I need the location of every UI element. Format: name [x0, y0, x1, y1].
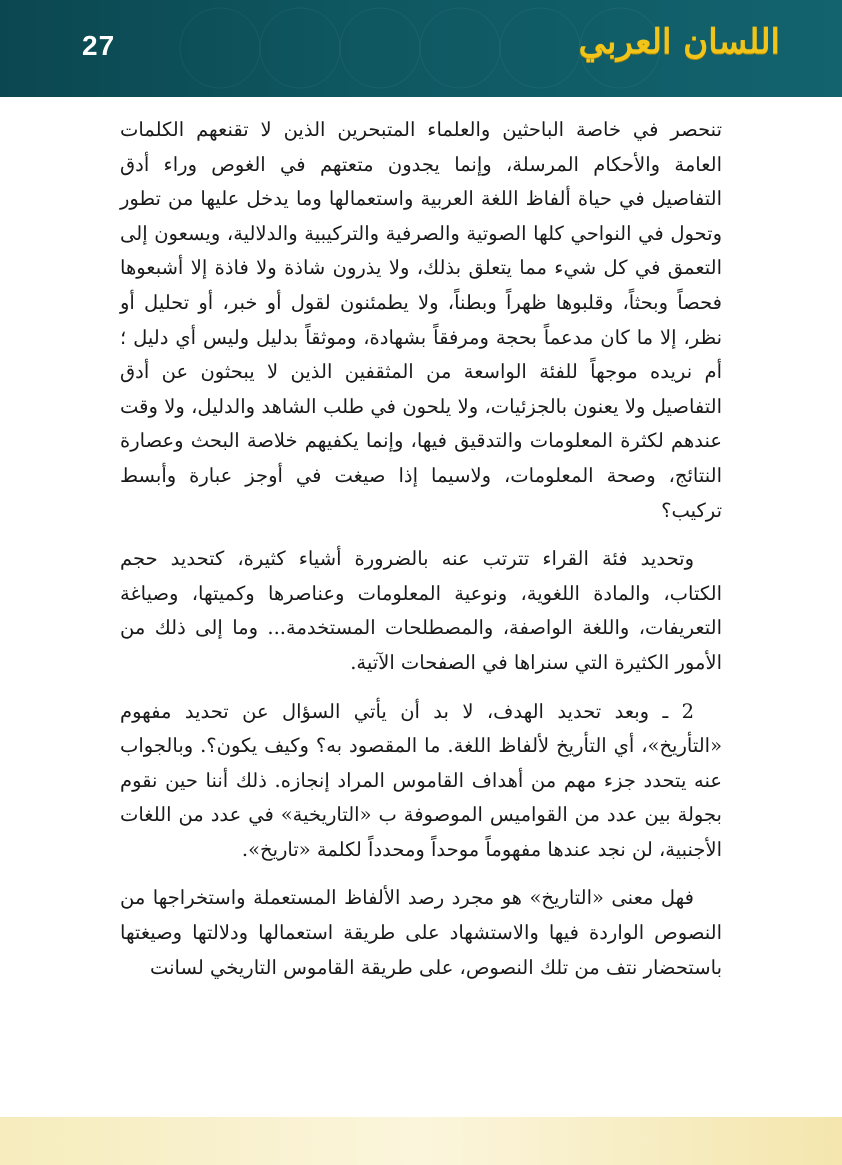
paragraph-1: تنحصر في خاصة الباحثين والعلماء المتبحرين الذين لا تقنعهم الكلمات العامة والأحكام المرسلة، وإنما يجدون متعتهم في الغوص وراء أدق التفاصيل في حياة ألفاظ اللغة العربية واستعمالها وما يدخل عليها من تطور وتحول في النواحي كلها الصوتية والصرفية والتركيبية والدلالية، ويسعون إلى التعمق في كل شيء مما يتعلق بذلك، ولا يذرون شاذة ولا فاذة إلا أشبعوها فحصاً وبحثاً، وقلبوها ظهراً وبطناً، ولا يطمئنون لقول أو خبر، أو تحليل أو نظر، إلا ما كان مدعماً بحجة ومرفقاً بشهادة، وموثقاً بدليل وليس أي دليل ؛ أم نريده موجهاً للفئة الواسعة من المثقفين الذين لا يبحثون عن أدق التفاصيل ولا يعنون بالجزئيات، ولا يلحون في طلب الشاهد والدليل، ولا وقت عندهم لكثرة المعلومات والتدقيق فيها، وإنما يكفيهم خلاصة البحث وعصارة النتائج، وصحة المعلومات، ولاسيما إذا صيغت في أوجز عبارة وأبسط تركيب؟ [120, 118, 722, 522]
page-number: 27 [82, 30, 116, 61]
page-header [0, 0, 842, 97]
article-body [120, 113, 722, 999]
page-footer-band [0, 1117, 842, 1165]
paragraph-2: وتحديد فئة القراء تترتب عنه بالضرورة أشياء كثيرة، كتحديد حجم الكتاب، والمادة اللغوية، ونوعية المعلومات وعناصرها وكميتها، وصياغة التعريفات، واللغة الواصفة، والمصطلحات المستخدمة... وما إلى ذلك من الأمور الكثيرة التي سنراها في الصفحات الآتية. [120, 547, 722, 674]
paragraph-3: 2 ـ وبعد تحديد الهدف، لا بد أن يأتي السؤال عن تحديد مفهوم «التأريخ»، أي التأريخ لألفاظ اللغة. ما المقصود به؟ وكيف يكون؟. وبالجواب عنه يتحدد جزء مهم من أهداف القاموس المراد إنجازه. ذلك أننا حين نقوم بجولة بين عدد من القواميس الموصوفة ب «التاريخية» في عدد من اللغات الأجنبية، لن نجد عندها مفهوماً موحداً ومحدداً لكلمة «تاريخ». [120, 699, 722, 861]
paragraph-4: فهل معنى «التاريخ» هو مجرد رصد الألفاظ المستعملة واستخراجها من النصوص الواردة فيها والاستشهاد على طريقة استعمالها ودلالتها وصيغتها باستحضار نتف من تلك النصوص، على طريقة القاموس التاريخي لسانت [120, 886, 722, 979]
journal-logo: اللسان العربي [578, 22, 780, 62]
